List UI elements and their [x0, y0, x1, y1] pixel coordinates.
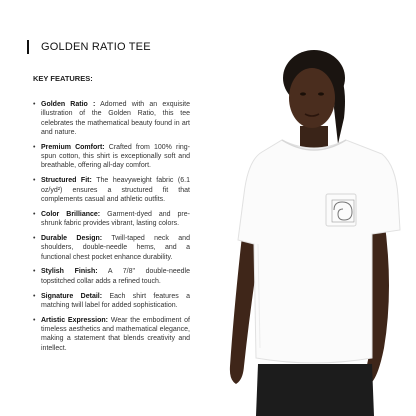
feature-item	[33, 210, 190, 229]
feature-text: The heavyweight fabric (6.1 oz/yd²) ensures a structured fit that complements casual and athletic outfits.	[41, 177, 190, 203]
feature-text: A 7/8" double-needle topstitched collar adds a refined touch.	[41, 268, 190, 285]
feature-label: Artistic Expression:	[41, 316, 109, 324]
feature-text: Twill-taped neck and shoulders, double-needle hems, and a functional chest pocket enhance durability.	[41, 234, 190, 261]
model-neck	[300, 126, 328, 150]
feature-item	[33, 292, 190, 311]
feature-text: Wear the embodiment of timeless aesthetics and mathematical elegance, making a statement that blends creativity and intellect.	[41, 316, 190, 352]
feature-label: Golden Ratio :	[41, 101, 96, 108]
feature-label: Signature Detail:	[41, 292, 103, 300]
title-accent-bar	[27, 40, 29, 54]
black-pants	[256, 364, 374, 416]
features-list	[33, 100, 190, 359]
feature-label: Structured Fit:	[41, 177, 92, 185]
feature-text: Adorned with an exquisite illustration of the Golden Ratio, this tee celebrates the mathematical beauty found in art and nature.	[41, 101, 190, 136]
feature-item	[33, 234, 190, 262]
key-features-heading: KEY FEATURES:	[33, 74, 93, 83]
feature-item	[33, 143, 190, 171]
model-face	[289, 68, 335, 128]
feature-item	[33, 267, 190, 286]
feature-text: Garment-dyed and pre-shrunk fabric provides vibrant, lasting colors.	[41, 210, 190, 228]
model-wearing-tee-photo	[212, 48, 416, 416]
feature-label: Durable Design:	[41, 234, 103, 242]
page-title: GOLDEN RATIO TEE	[41, 41, 151, 53]
feature-label: Color Brilliance:	[41, 210, 101, 218]
feature-item	[33, 316, 190, 353]
feature-item	[33, 176, 190, 204]
feature-item	[33, 100, 190, 137]
feature-text: Each shirt features a matching twill label for added sophistication.	[41, 292, 190, 309]
feature-text: Crafted from 100% ring-spun cotton, this shirt is exceptionally soft and breathable, offering all-day comfort.	[41, 143, 190, 170]
feature-label: Stylish Finish:	[41, 268, 98, 276]
feature-label: Premium Comfort:	[41, 143, 105, 151]
